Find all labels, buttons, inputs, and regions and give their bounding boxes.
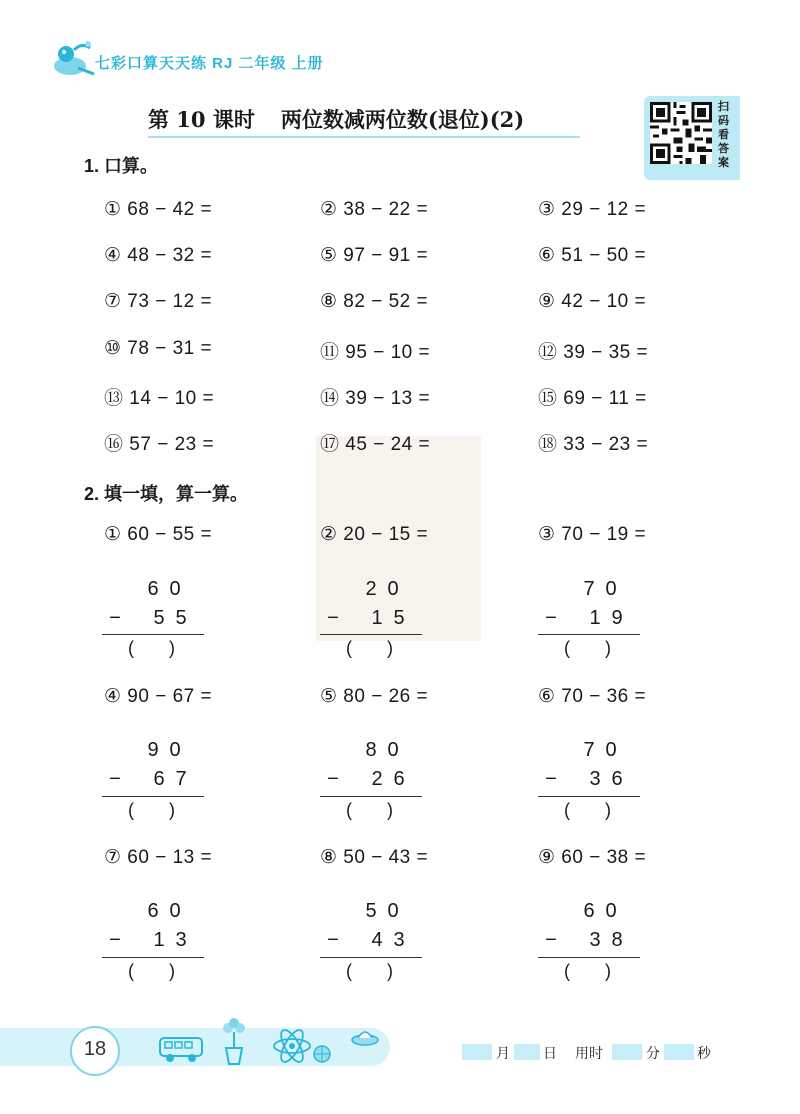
mental-problem: ⑤ 97 − 91 = bbox=[320, 245, 429, 266]
answer-rule bbox=[102, 957, 204, 958]
answer-rule bbox=[538, 796, 640, 797]
answer-blank[interactable]: ( ) bbox=[128, 638, 175, 658]
answer-rule bbox=[538, 957, 640, 958]
answer-rule bbox=[538, 634, 640, 635]
subtrahend: − 1 3 bbox=[109, 929, 187, 951]
subtrahend: − 2 6 bbox=[327, 768, 405, 790]
subtrahend: − 3 6 bbox=[545, 768, 623, 790]
answer-blank[interactable]: ( ) bbox=[128, 961, 175, 981]
minute-label: 分 bbox=[646, 1045, 660, 1061]
subtrahend: − 3 8 bbox=[545, 929, 623, 951]
answer-rule bbox=[102, 796, 204, 797]
subtrahend: − 6 7 bbox=[109, 768, 187, 790]
mental-problem: ⑬ 14 − 10 = bbox=[104, 388, 215, 409]
time-used-label: 用时 bbox=[575, 1045, 603, 1061]
series-title: 七彩口算天天练 RJ 二年级 上册 bbox=[95, 55, 324, 72]
answer-rule bbox=[320, 957, 422, 958]
bus-icon bbox=[158, 1034, 206, 1064]
vertical-problem-label: ⑤ 80 − 26 = bbox=[320, 686, 429, 707]
answer-blank[interactable]: ( ) bbox=[564, 800, 611, 820]
potted-plant-icon bbox=[214, 1018, 254, 1066]
minuend: 5 0 bbox=[365, 900, 399, 922]
month-label: 月 bbox=[496, 1045, 510, 1061]
subtrahend: − 5 5 bbox=[109, 607, 187, 629]
answer-blank[interactable]: ( ) bbox=[128, 800, 175, 820]
mental-problem: ⑱ 33 − 23 = bbox=[538, 434, 649, 455]
mental-problem: ⑦ 73 − 12 = bbox=[104, 291, 213, 312]
mental-problem: ⑯ 57 − 23 = bbox=[104, 434, 215, 455]
vertical-problem-label: ⑦ 60 − 13 = bbox=[104, 847, 213, 868]
mental-problem: ⑰ 45 − 24 = bbox=[320, 434, 431, 455]
minuend: 7 0 bbox=[583, 739, 617, 761]
mental-problem: ④ 48 − 32 = bbox=[104, 245, 213, 266]
mental-problem: ⑩ 78 − 31 = bbox=[104, 338, 213, 359]
qr-code-icon[interactable] bbox=[650, 102, 712, 164]
day-blank[interactable] bbox=[514, 1044, 540, 1060]
lesson-topic: 两位数减两位数(退位)(2) bbox=[280, 107, 525, 132]
mental-problem: ⑨ 42 − 10 = bbox=[538, 291, 647, 312]
minuend: 7 0 bbox=[583, 578, 617, 600]
subtrahend: − 1 9 bbox=[545, 607, 623, 629]
vertical-problem-label: ④ 90 − 67 = bbox=[104, 686, 213, 707]
page-number: 18 bbox=[83, 1038, 107, 1060]
answer-rule bbox=[320, 796, 422, 797]
mental-problem: ① 68 − 42 = bbox=[104, 199, 213, 220]
second-blank[interactable] bbox=[664, 1044, 694, 1060]
vertical-problem-label: ③ 70 − 19 = bbox=[538, 524, 647, 545]
vertical-problem-label: ⑧ 50 − 43 = bbox=[320, 847, 429, 868]
minuend: 2 0 bbox=[365, 578, 399, 600]
answer-blank[interactable]: ( ) bbox=[346, 961, 393, 981]
lesson-title bbox=[148, 104, 524, 134]
lesson-number: 第 10 课时 bbox=[148, 107, 255, 132]
mental-problem: ⑥ 51 − 50 = bbox=[538, 245, 647, 266]
ball-icon bbox=[312, 1044, 332, 1064]
vertical-problem-label: ② 20 − 15 = bbox=[320, 524, 429, 545]
minute-blank[interactable] bbox=[612, 1044, 642, 1060]
atom-icon bbox=[270, 1026, 314, 1066]
mental-problem: ⑭ 39 − 13 = bbox=[320, 388, 431, 409]
qr-label: 扫 码 看 答 案 bbox=[718, 101, 729, 169]
answer-rule bbox=[320, 634, 422, 635]
mental-problem: ⑧ 82 − 52 = bbox=[320, 291, 429, 312]
mental-problem: ⑪ 95 − 10 = bbox=[320, 342, 431, 363]
mental-problem: ⑮ 69 − 11 = bbox=[538, 388, 647, 409]
minuend: 6 0 bbox=[147, 900, 181, 922]
vertical-problem-label: ⑨ 60 − 38 = bbox=[538, 847, 647, 868]
answer-blank[interactable]: ( ) bbox=[564, 638, 611, 658]
mental-problem: ② 38 − 22 = bbox=[320, 199, 429, 220]
answer-blank[interactable]: ( ) bbox=[346, 638, 393, 658]
minuend: 8 0 bbox=[365, 739, 399, 761]
mental-problem: ③ 29 − 12 = bbox=[538, 199, 647, 220]
vertical-problem-label: ⑥ 70 − 36 = bbox=[538, 686, 647, 707]
answer-rule bbox=[102, 634, 204, 635]
second-label: 秒 bbox=[697, 1045, 711, 1061]
vertical-problem-label: ① 60 − 55 = bbox=[104, 524, 213, 545]
subtrahend: − 4 3 bbox=[327, 929, 405, 951]
mental-problem: ⑫ 39 − 35 = bbox=[538, 342, 649, 363]
minuend: 6 0 bbox=[583, 900, 617, 922]
month-blank[interactable] bbox=[462, 1044, 492, 1060]
title-underline bbox=[148, 136, 580, 138]
minuend: 9 0 bbox=[147, 739, 181, 761]
day-label: 日 bbox=[543, 1045, 557, 1061]
answer-blank[interactable]: ( ) bbox=[564, 961, 611, 981]
minuend: 6 0 bbox=[147, 578, 181, 600]
mascot-logo-icon bbox=[48, 38, 98, 80]
answer-blank[interactable]: ( ) bbox=[346, 800, 393, 820]
section2-heading: 2. 填一填，算一算。 bbox=[84, 484, 249, 504]
ufo-icon bbox=[350, 1026, 380, 1050]
section1-heading: 1. 口算。 bbox=[84, 156, 159, 176]
subtrahend: − 1 5 bbox=[327, 607, 405, 629]
